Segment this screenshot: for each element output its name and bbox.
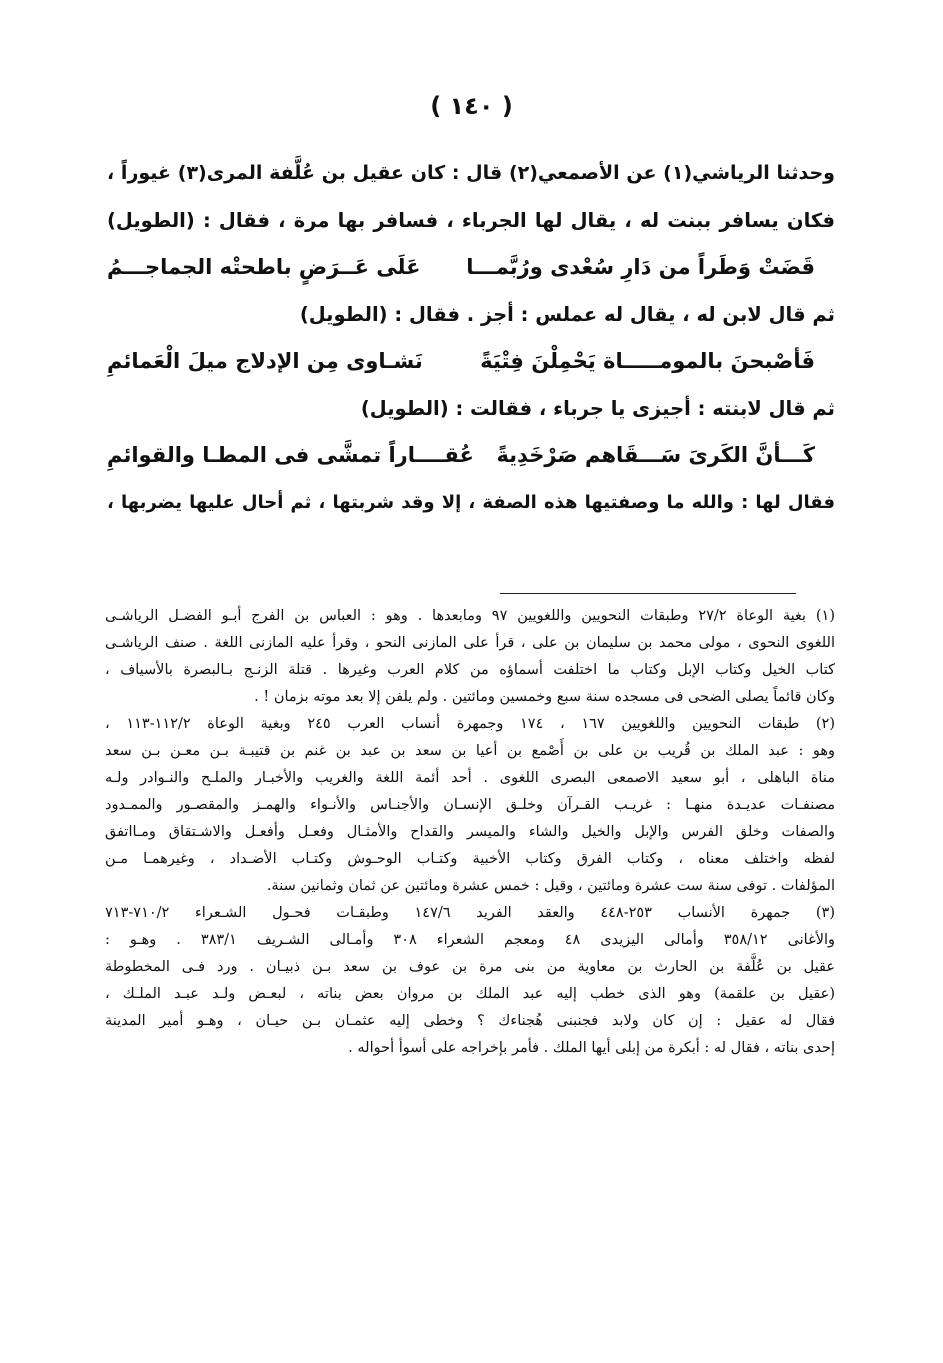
verse-line xyxy=(107,432,835,479)
footnote-line: وهو : عبد الملك بن قُريب بن على بن أَصْمع بن أعيا بن سعد بن عبد بن غنم بن قتيبـة بـن معـن بـن سعد xyxy=(105,743,835,759)
footnote-line: مصنفـات عديـدة منهـا : غريـب القـرآن وخلـق الإنسـان والأجنـاس والأنـواء والهمـز والمقصـور والممـدود xyxy=(105,797,835,813)
verse-first-hemistich: فَأصْبحنَ بالمومـــــاة يَحْمِلْنَ فِتْيَةً xyxy=(480,349,815,373)
footnote-line: المؤلفات . توفى سنة ست عشرة ومائتين ، وقيل : خمس عشرة ومائتين عن ثمان وثمانين سنة. xyxy=(266,878,835,894)
page-number: ( ١٤٠ ) xyxy=(430,92,513,120)
footnote-line: عقيل بن عُلَّفة بن الحارث بن معاوية من بنى مرة بن عوف بن سعد بـن ذبيـان . ورد فـى المخطوطة xyxy=(105,959,835,975)
footnote-line: وكان قائماً يصلى الضحى فى مسجده سنة سبع وخمسين ومائتين . ولم يلفن إلا بعد موته بزمان ! . xyxy=(254,689,835,705)
main-line: فكان يسافر ببنت له ، يقال لها الجرباء ، فسافر بها مرة ، فقال : (الطويل) xyxy=(107,209,835,232)
main-line: فقال لها : والله ما وصفتيها هذه الصفة ، إلا وقد شربتها ، ثم أحال عليها يضربها ، xyxy=(107,492,835,513)
footnotes xyxy=(105,603,835,1062)
verse-second-hemistich: نَشـاوى مِن الإدلاج ميلَ الْعَمائمِ xyxy=(107,349,423,373)
verse-second-hemistich: عَلَى عَــرَضٍ باطحتْه الجماجـــمُ xyxy=(107,255,421,279)
verse-first-hemistich: قَضَتْ وَطَراً من دَارِ سُعْدى ورُبَّمـــا xyxy=(466,255,815,279)
footnote-line: لفظه واختلف معناه ، وكتاب الفرق وكتاب الأخبية وكتـاب الوحـوش وكتـاب الأضـداد ، وغيرهمـا مـن xyxy=(105,851,835,867)
footnote-line: مناة الباهلى ، أبو سعيد الاصمعى البصرى اللغوى . أحد أئمة اللغة والغريب والأخبـار والملـح والنـوادر ولـه xyxy=(105,770,835,786)
verse-first-hemistich: كَـــأنَّ الكَرىَ سَـــقَاهم صَرْخَدِيةً xyxy=(496,443,815,467)
main-line: ثم قال لابن له ، يقال له عملس : أجز . فقال : (الطويل) xyxy=(299,303,835,326)
footnote-line: فقال له عقيل : إن كان ولابد فجنبنى هُجناءك ؟ وخطى إليه عثمـان بـن حيـان ، وهـو أمير المدينة xyxy=(105,1013,835,1029)
footnote-line: (١) بغية الوعاة ٢٧/٢ وطبقات النحويين واللغويين ٩٧ ومابعدها . وهو : العباس بن الفرج أبـو الفضـل الرياشـى xyxy=(105,608,835,624)
footnote-line: والأغانى ٣٥٨/١٢ وأمالى اليزيدى ٤٨ ومعجم الشعراء ٣٠٨ وأمـالى الشـريف ٣٨٣/١ . وهـو : xyxy=(105,932,835,948)
footnote-line: (٣) جمهرة الأنساب ٢٥٣-٤٤٨ والعقد الفريد ١٤٧/٦ وطبقـات فحـول الشـعراء ٧١٠/٢-٧١٣ xyxy=(105,905,835,921)
footnote-divider xyxy=(500,593,796,594)
verse-line xyxy=(107,338,835,385)
footnote-line: كتاب الخيل وكتاب الإبل وكتاب ما اختلفت أسماؤه من كلام العرب وغيرها . قتلة الزنـج بـالبصرة بالأسياف ، xyxy=(105,662,835,678)
verse-second-hemistich: عُقــــاراً تمشَّى فى المطـا والقوائمِ xyxy=(107,443,474,467)
footnote-line: (عقيل بن علقمة) وهو الذى خطب إليه عبد الملك بن مروان بعض بناته ، لبعـض ولـد عبـد الملـك ، xyxy=(105,986,835,1002)
main-text xyxy=(107,150,835,526)
footnote-line: اللغوى النحوى ، مولى محمد بن سليمان بن على ، قرأ على المازنى النحو ، وقرأ عليه المازنى اللغة . صنف الرياشـى xyxy=(105,635,835,651)
main-line: ثم قال لابنته : أجيزى يا جرباء ، فقالت : (الطويل) xyxy=(360,397,835,420)
footnote-line: (٢) طبقات النحويين واللغويين ١٦٧ ، ١٧٤ وجمهرة أنساب العرب ٢٤٥ وبغية الوعاة ١١٢/٢-١١٣ ، xyxy=(105,716,835,732)
footnote-line: إحدى بناته ، فقال له : أبكرة من إبلى أيها الملك . فأمر بإخراجه على أسوأ أحواله . xyxy=(348,1040,835,1056)
main-line: وحدثنا الرياشي(١) عن الأصمعي(٢) قال : كان عقيل بن عُلَّفة المرى(٣) غيوراً ، xyxy=(107,162,835,184)
verse-line xyxy=(107,244,835,291)
footnote-line: والصفات وخلق الفرس والإبل والخيل والشاء والميسر والقداح والأمثـال وفعـل وأفعـل والاشـتقاق ومـااتفق xyxy=(105,824,835,840)
